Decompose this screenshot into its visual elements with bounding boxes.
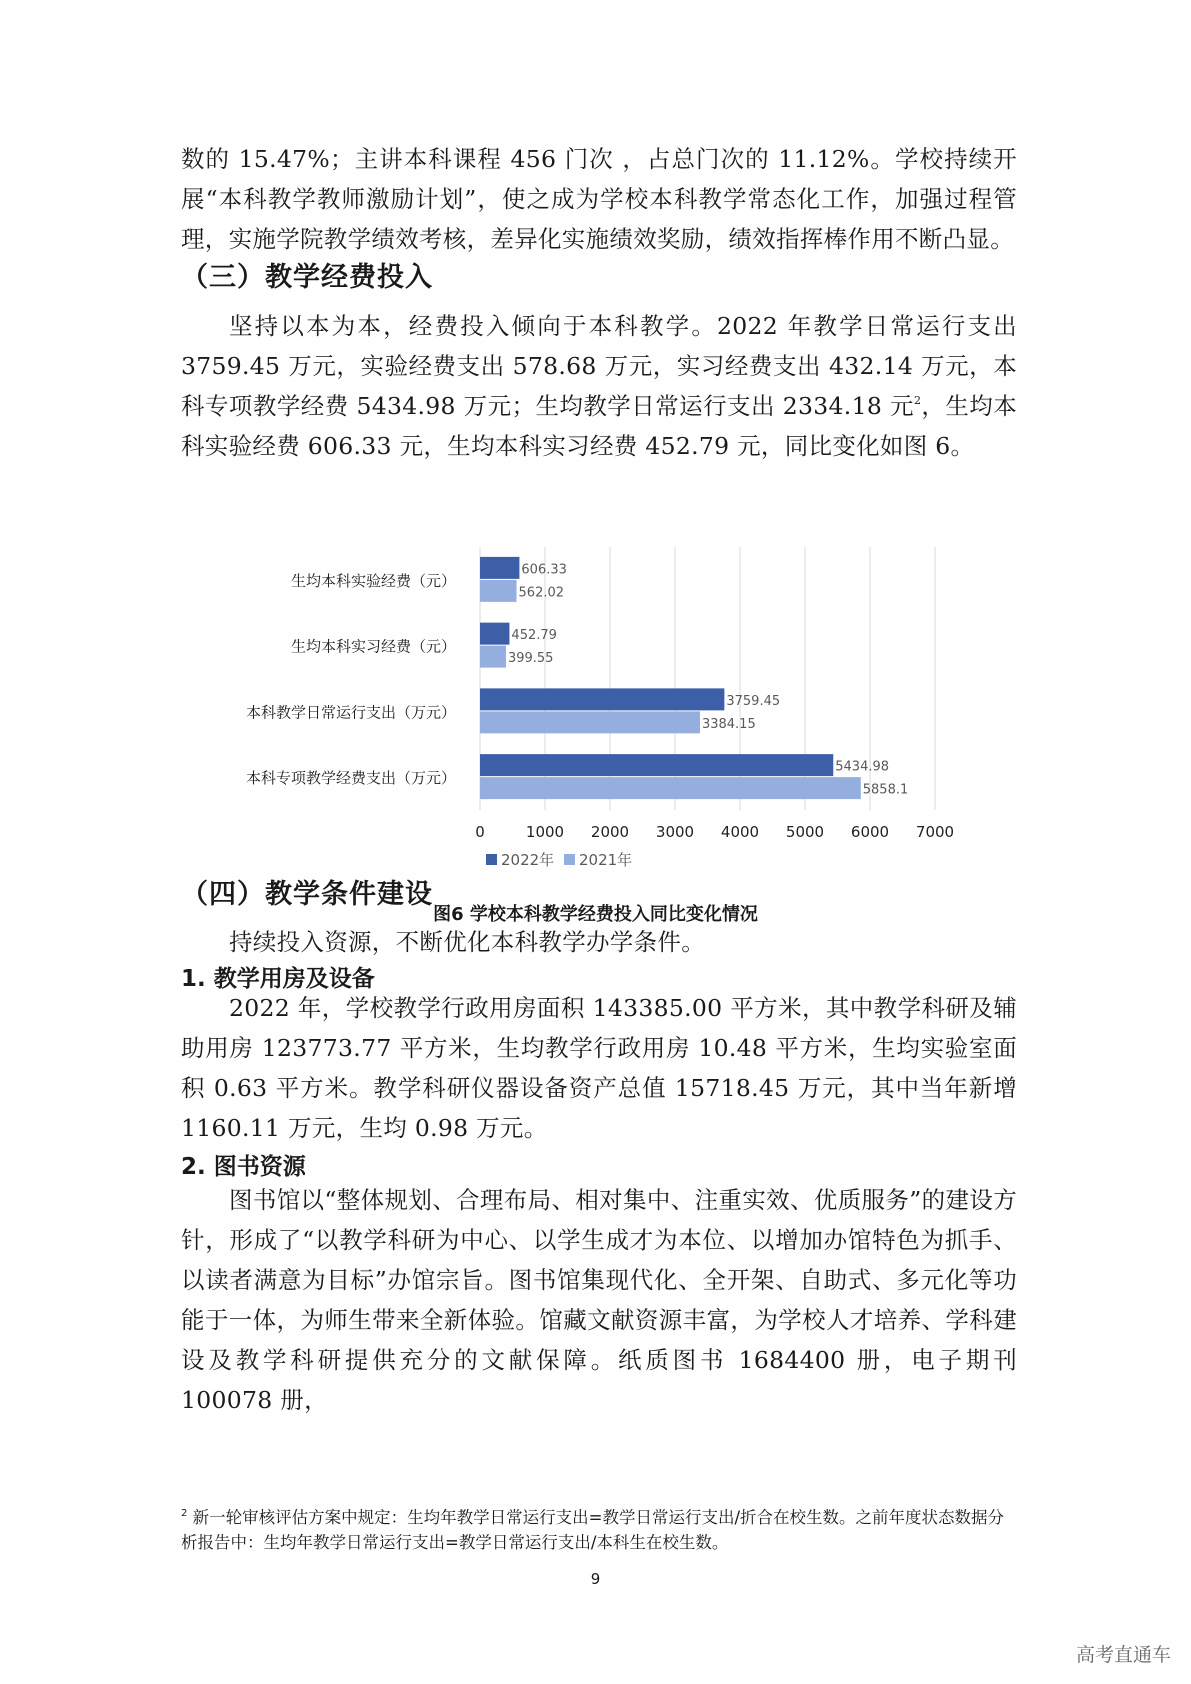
bar (480, 557, 519, 579)
x-tick-label: 3000 (655, 823, 695, 841)
section-heading-teaching-funding: （三）教学经费投入 (181, 262, 433, 293)
paragraph-funding-text-a: 坚持以本为本，经费投入倾向于本科教学。2022 年教学日常运行支出 3759.45 万元，实验经费支出 578.68 万元，实习经费支出 432.14 万元，本科专项教学经费 5434.98 万元；生均教学日常运行支出 2334.18 元 (181, 312, 1017, 420)
data-label: 5858.1 (862, 782, 909, 798)
bar (480, 688, 724, 710)
legend-label: 2021年 (579, 851, 633, 869)
bar (480, 580, 517, 602)
category-label: 本科教学日常运行支出（万元） (245, 703, 456, 722)
data-label: 452.79 (511, 628, 557, 644)
footnote-reference[interactable]: 2 (913, 394, 922, 407)
subheading-library-resources: 2. 图书资源 (181, 1154, 306, 1180)
data-label: 3759.45 (726, 693, 781, 709)
data-label: 399.55 (507, 651, 554, 667)
section-heading-teaching-conditions: （四）教学条件建设 (181, 879, 433, 910)
x-tick-label: 2000 (590, 823, 630, 841)
funding-bar-chart (200, 525, 960, 895)
x-tick-label: 1000 (525, 823, 565, 841)
footnote-mark: 2 (181, 1508, 188, 1519)
bar (480, 711, 700, 733)
paragraph-funding (181, 306, 1017, 466)
paragraph-library-resources: 图书馆以“整体规划、合理布局、相对集中、注重实效、优质服务”的建设方针，形成了“以教学科研为中心、以学生成才为本位、以增加办馆特色为抓手、以读者满意为目标”办馆宗旨。图书馆集现代化、全开架、自助式、多元化等功能于一体，为师生带来全新体验。馆藏文献资源丰富，为学校人才培养、学科建设及教学科研提供充分的文献保障。纸质图书 1684400 册，电子期刊 100078 册， (181, 1186, 1017, 1414)
chart-caption: 图6 学校本科教学经费投入同比变化情况 (433, 904, 758, 925)
legend-label: 2022年 (501, 851, 555, 869)
paragraph-funding-text-b: ，生均本科实验经费 606.33 元，生均本科实习经费 452.79 元，同比变化如图 6。 (181, 392, 1018, 460)
paragraph-conditions-intro: 持续投入资源，不断优化本科教学办学条件。 (229, 928, 705, 956)
watermark: 高考直通车 (1075, 1644, 1171, 1666)
page-number: 9 (590, 1570, 601, 1588)
data-label: 562.02 (518, 585, 565, 601)
legend-swatch (486, 854, 497, 865)
category-label: 本科专项教学经费支出（万元） (245, 769, 456, 788)
data-label: 5434.98 (835, 759, 890, 775)
paragraph-faculty-incentive: 数的 15.47%；主讲本科课程 456 门次 ，占总门次的 11.12%。学校持续开展“本科教学教师激励计划”，使之成为学校本科教学常态化工作，加强过程管理，实施学院教学绩效考核，差异化实施绩效奖励，绩效指挥棒作用不断凸显。 (181, 145, 1017, 253)
category-label: 生均本科实验经费（元） (290, 571, 456, 590)
footnote (181, 1505, 1017, 1555)
bar (480, 623, 509, 645)
bar (480, 754, 833, 776)
x-tick-label: 4000 (720, 823, 760, 841)
data-label: 3384.15 (701, 716, 756, 732)
x-tick-label: 0 (475, 823, 485, 841)
paragraph-buildings-equipment: 2022 年，学校教学行政用房面积 143385.00 平方米，其中教学科研及辅助用房 123773.77 平方米，生均教学行政用房 10.48 平方米，生均实验室面积 0.63 平方米。教学科研仪器设备资产总值 15718.45 万元，其中当年新增 1160.11 万元，生均 0.98 万元。 (181, 994, 1017, 1142)
x-tick-label: 7000 (915, 823, 955, 841)
data-label: 606.33 (521, 562, 567, 578)
bar (480, 777, 861, 799)
footnote-text: 新一轮审核评估方案中规定：生均年教学日常运行支出=教学日常运行支出/折合在校生数。之前年度状态数据分析报告中：生均年教学日常运行支出=教学日常运行支出/本科生在校生数。 (181, 1508, 1005, 1552)
x-tick-label: 6000 (850, 823, 890, 841)
x-tick-label: 5000 (785, 823, 825, 841)
subheading-buildings-equipment: 1. 教学用房及设备 (181, 966, 375, 992)
bar (480, 646, 506, 668)
category-label: 生均本科实习经费（元） (290, 637, 456, 656)
legend-swatch (564, 854, 575, 865)
